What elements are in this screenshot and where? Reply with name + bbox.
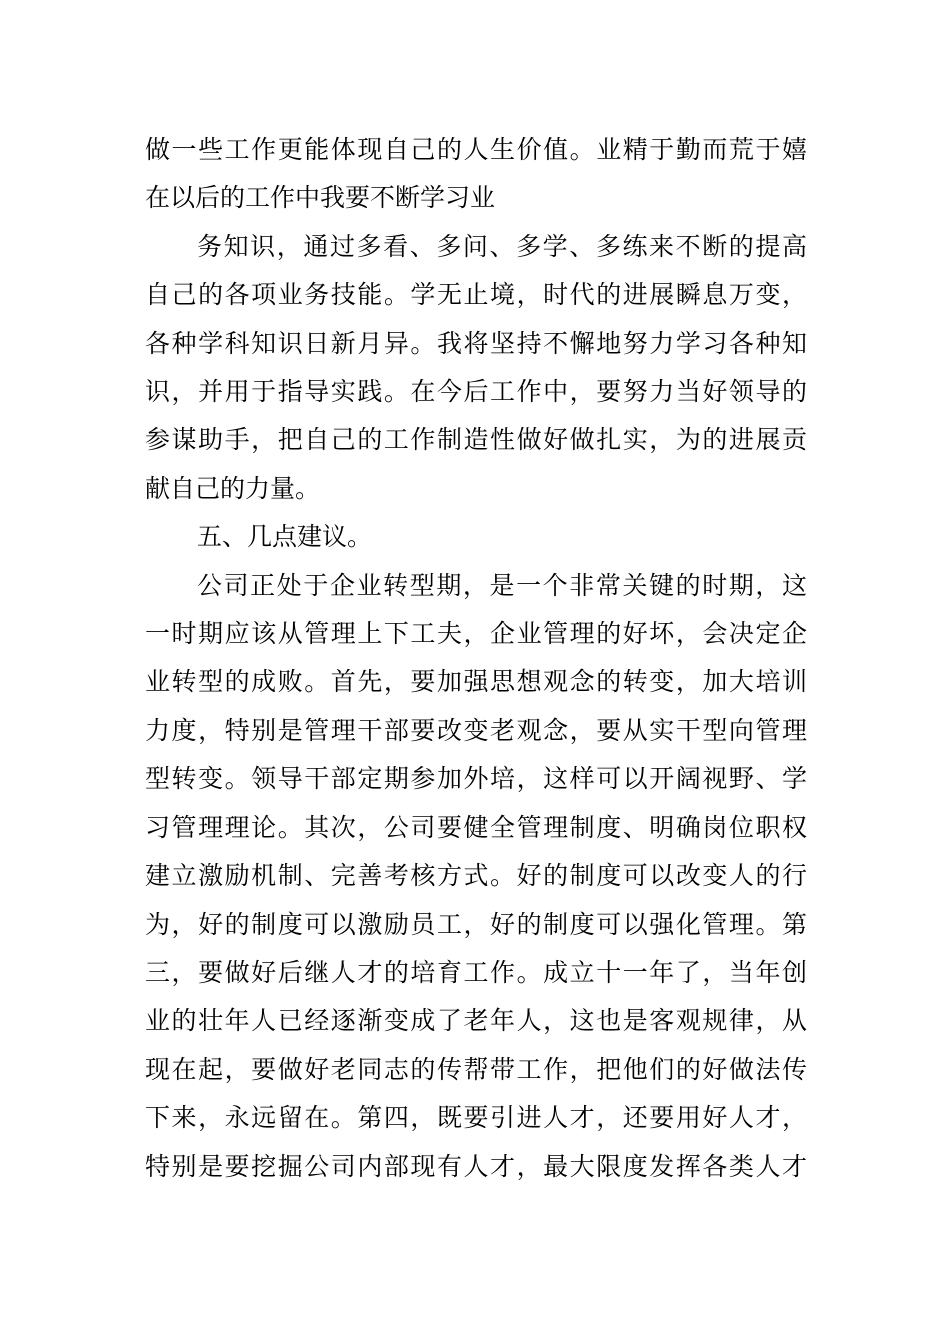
paragraph (145, 126, 807, 223)
text-line: 五、几点建议。 (197, 522, 373, 552)
text-line: 献自己的力量。 (145, 473, 321, 503)
text-line: 建立激励机制、完善考核方式。好的制度可以改变人的行 (145, 861, 807, 891)
text-line: 参谋助手，把自己的工作制造性做好做扎实，为的进展贡 (145, 425, 807, 455)
text-line: 识，并用于指导实践。在今后工作中，要努力当好领导的 (145, 377, 807, 407)
text-line: 特别是要挖掘公司内部现有人才，最大限度发挥各类人才 (145, 1151, 807, 1181)
paragraph (145, 562, 807, 1191)
text-line: 现在起，要做好老同志的传帮带工作，把他们的好做法传 (145, 1054, 807, 1084)
text-line: 各种学科知识日新月异。我将坚持不懈地努力学习各种知 (145, 328, 807, 358)
text-line: 习管理理论。其次，公司要健全管理制度、明确岗位职权 (145, 812, 807, 842)
text-line: 做一些工作更能体现自己的人生价值。业精于勤而荒于嬉 (145, 135, 807, 164)
text-line: 型转变。领导干部定期参加外培，这样可以开阔视野、学 (145, 764, 807, 794)
text-line: 为，好的制度可以激励员工，好的制度可以强化管理。第 (145, 909, 807, 939)
text-line: 在以后的工作中我要不断学习业 (145, 183, 496, 213)
text-line: 业转型的成败。首先，要加强思想观念的转变，加大培训 (145, 667, 807, 697)
text-line: 力度，特别是管理干部要改变老观念，要从实干型向管理 (145, 715, 807, 745)
text-line: 一时期应该从管理上下工夫，企业管理的好坏，会决定企 (145, 619, 807, 649)
text-line: 务知识，通过多看、多问、多学、多练来不断的提高 (197, 231, 807, 261)
text-line: 公司正处于企业转型期，是一个非常关键的时期，这 (197, 570, 807, 600)
text-line: 业的壮年人已经逐渐变成了老年人，这也是客观规律，从 (145, 1006, 807, 1036)
text-line: 三，要做好后继人才的培育工作。成立十一年了，当年创 (145, 957, 807, 987)
section-heading (145, 513, 807, 561)
text-line: 自己的各项业务技能。学无止境，时代的进展瞬息万变， (145, 280, 807, 310)
paragraph (145, 223, 807, 513)
text-line: 下来，永远留在。第四，既要引进人才，还要用好人才， (145, 1103, 807, 1133)
document-body (145, 126, 807, 1191)
